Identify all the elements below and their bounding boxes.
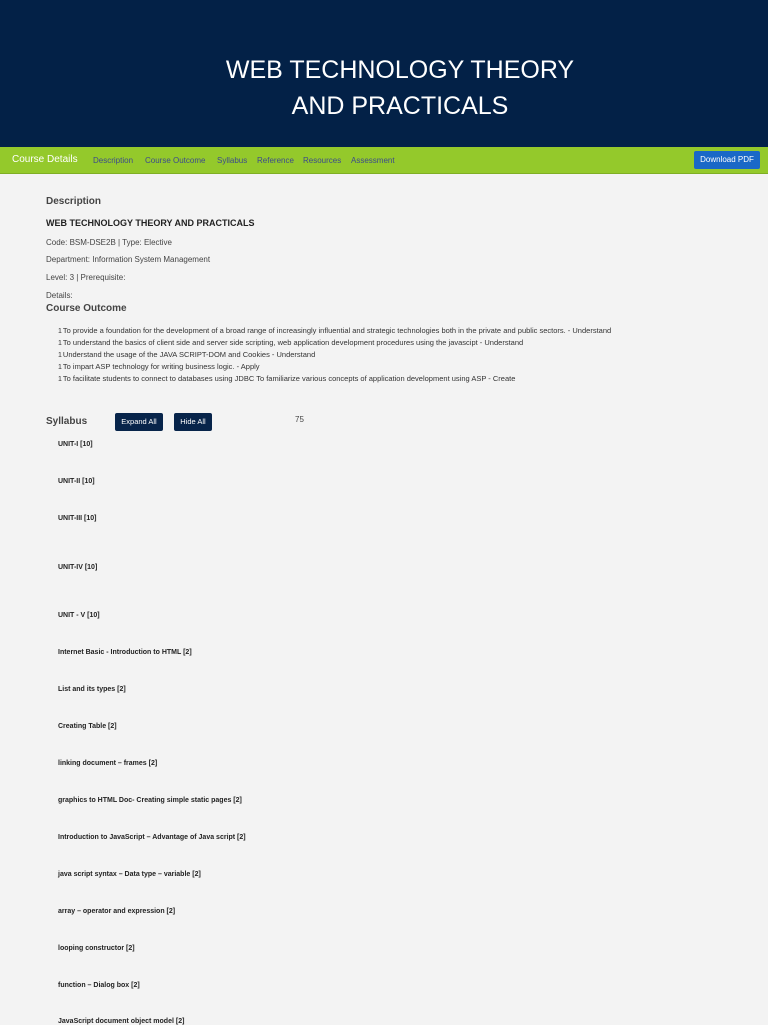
page-title: WEB TECHNOLOGY THEORY AND PRACTICALS — [225, 56, 575, 120]
syllabus-unit[interactable]: UNIT - V [10] — [58, 612, 100, 619]
nav-link-course-outcome[interactable]: Course Outcome — [145, 156, 206, 165]
syllabus-topic[interactable]: function – Dialog box [2] — [58, 982, 140, 989]
syllabus-topic[interactable]: Introduction to JavaScript – Advantage of Java script [2] — [58, 834, 246, 841]
syllabus-heading: Syllabus — [46, 416, 88, 427]
outcome-bullet: 1 — [58, 364, 62, 371]
syllabus-topic[interactable]: Internet Basic - Introduction to HTML [2] — [58, 649, 192, 656]
syllabus-topic[interactable]: Creating Table [2] — [58, 723, 117, 730]
course-outcome-list — [58, 325, 611, 385]
course-navbar — [0, 147, 768, 174]
outcome-item: 1Understand the usage of the JAVA SCRIPT-DOM and Cookies - Understand — [58, 350, 316, 359]
outcome-bullet: 1 — [58, 328, 62, 335]
course-outcome-heading: Course Outcome — [46, 303, 127, 314]
outcome-item: 1To understand the basics of client side and server side scripting, web application development procedures using the javascipt - Understand — [58, 338, 524, 347]
nav-link-resources[interactable]: Resources — [303, 156, 342, 165]
syllabus-unit[interactable]: UNIT-II [10] — [58, 478, 95, 485]
syllabus-topic[interactable]: linking document – frames [2] — [58, 760, 158, 767]
hide-all-button[interactable]: Hide All — [174, 413, 212, 431]
nav-link-description[interactable]: Description — [93, 156, 134, 165]
syllabus-topic[interactable]: array – operator and expression [2] — [58, 908, 176, 915]
outcome-item: 1To provide a foundation for the development of a broad range of increasingly influential and strategic technologies both in the private and public sectors. - Understand — [58, 326, 612, 335]
nav-brand[interactable]: Course Details — [12, 154, 78, 165]
course-level: Level: 3 | Prerequisite: — [46, 273, 126, 282]
syllabus-unit[interactable]: UNIT-I [10] — [58, 441, 93, 448]
course-details: Details: — [46, 291, 73, 300]
syllabus-topic[interactable]: java script syntax – Data type – variable [2] — [58, 871, 201, 878]
outcome-item: 1To impart ASP technology for writing business logic. - Apply — [58, 362, 260, 371]
nav-link-syllabus[interactable]: Syllabus — [217, 156, 248, 165]
outcome-item: 1To facilitate students to connect to databases using JDBC To familiarize various concepts of application development using ASP - Create — [58, 374, 516, 383]
page-number: 75 — [295, 415, 304, 424]
outcome-bullet: 1 — [58, 352, 62, 359]
download-pdf-button[interactable]: Download PDF — [694, 151, 760, 169]
nav-link-assessment[interactable]: Assessment — [351, 156, 395, 165]
expand-all-button[interactable]: Expand All — [115, 413, 163, 431]
syllabus-topic[interactable]: JavaScript document object model [2] — [58, 1018, 185, 1025]
nav-link-reference[interactable]: Reference — [257, 156, 294, 165]
outcome-bullet: 1 — [58, 340, 62, 347]
syllabus-topic[interactable]: graphics to HTML Doc- Creating simple static pages [2] — [58, 797, 242, 804]
course-title: WEB TECHNOLOGY THEORY AND PRACTICALS — [46, 218, 255, 228]
outcome-bullet: 1 — [58, 376, 62, 383]
page-header — [0, 0, 768, 147]
syllabus-unit[interactable]: UNIT-IV [10] — [58, 564, 98, 571]
course-department: Department: Information System Management — [46, 255, 211, 264]
syllabus-topic[interactable]: looping constructor [2] — [58, 945, 135, 952]
syllabus-topic[interactable]: List and its types [2] — [58, 686, 126, 693]
syllabus-unit[interactable]: UNIT-III [10] — [58, 515, 97, 522]
description-heading: Description — [46, 196, 102, 207]
course-code: Code: BSM-DSE2B | Type: Elective — [46, 238, 172, 247]
